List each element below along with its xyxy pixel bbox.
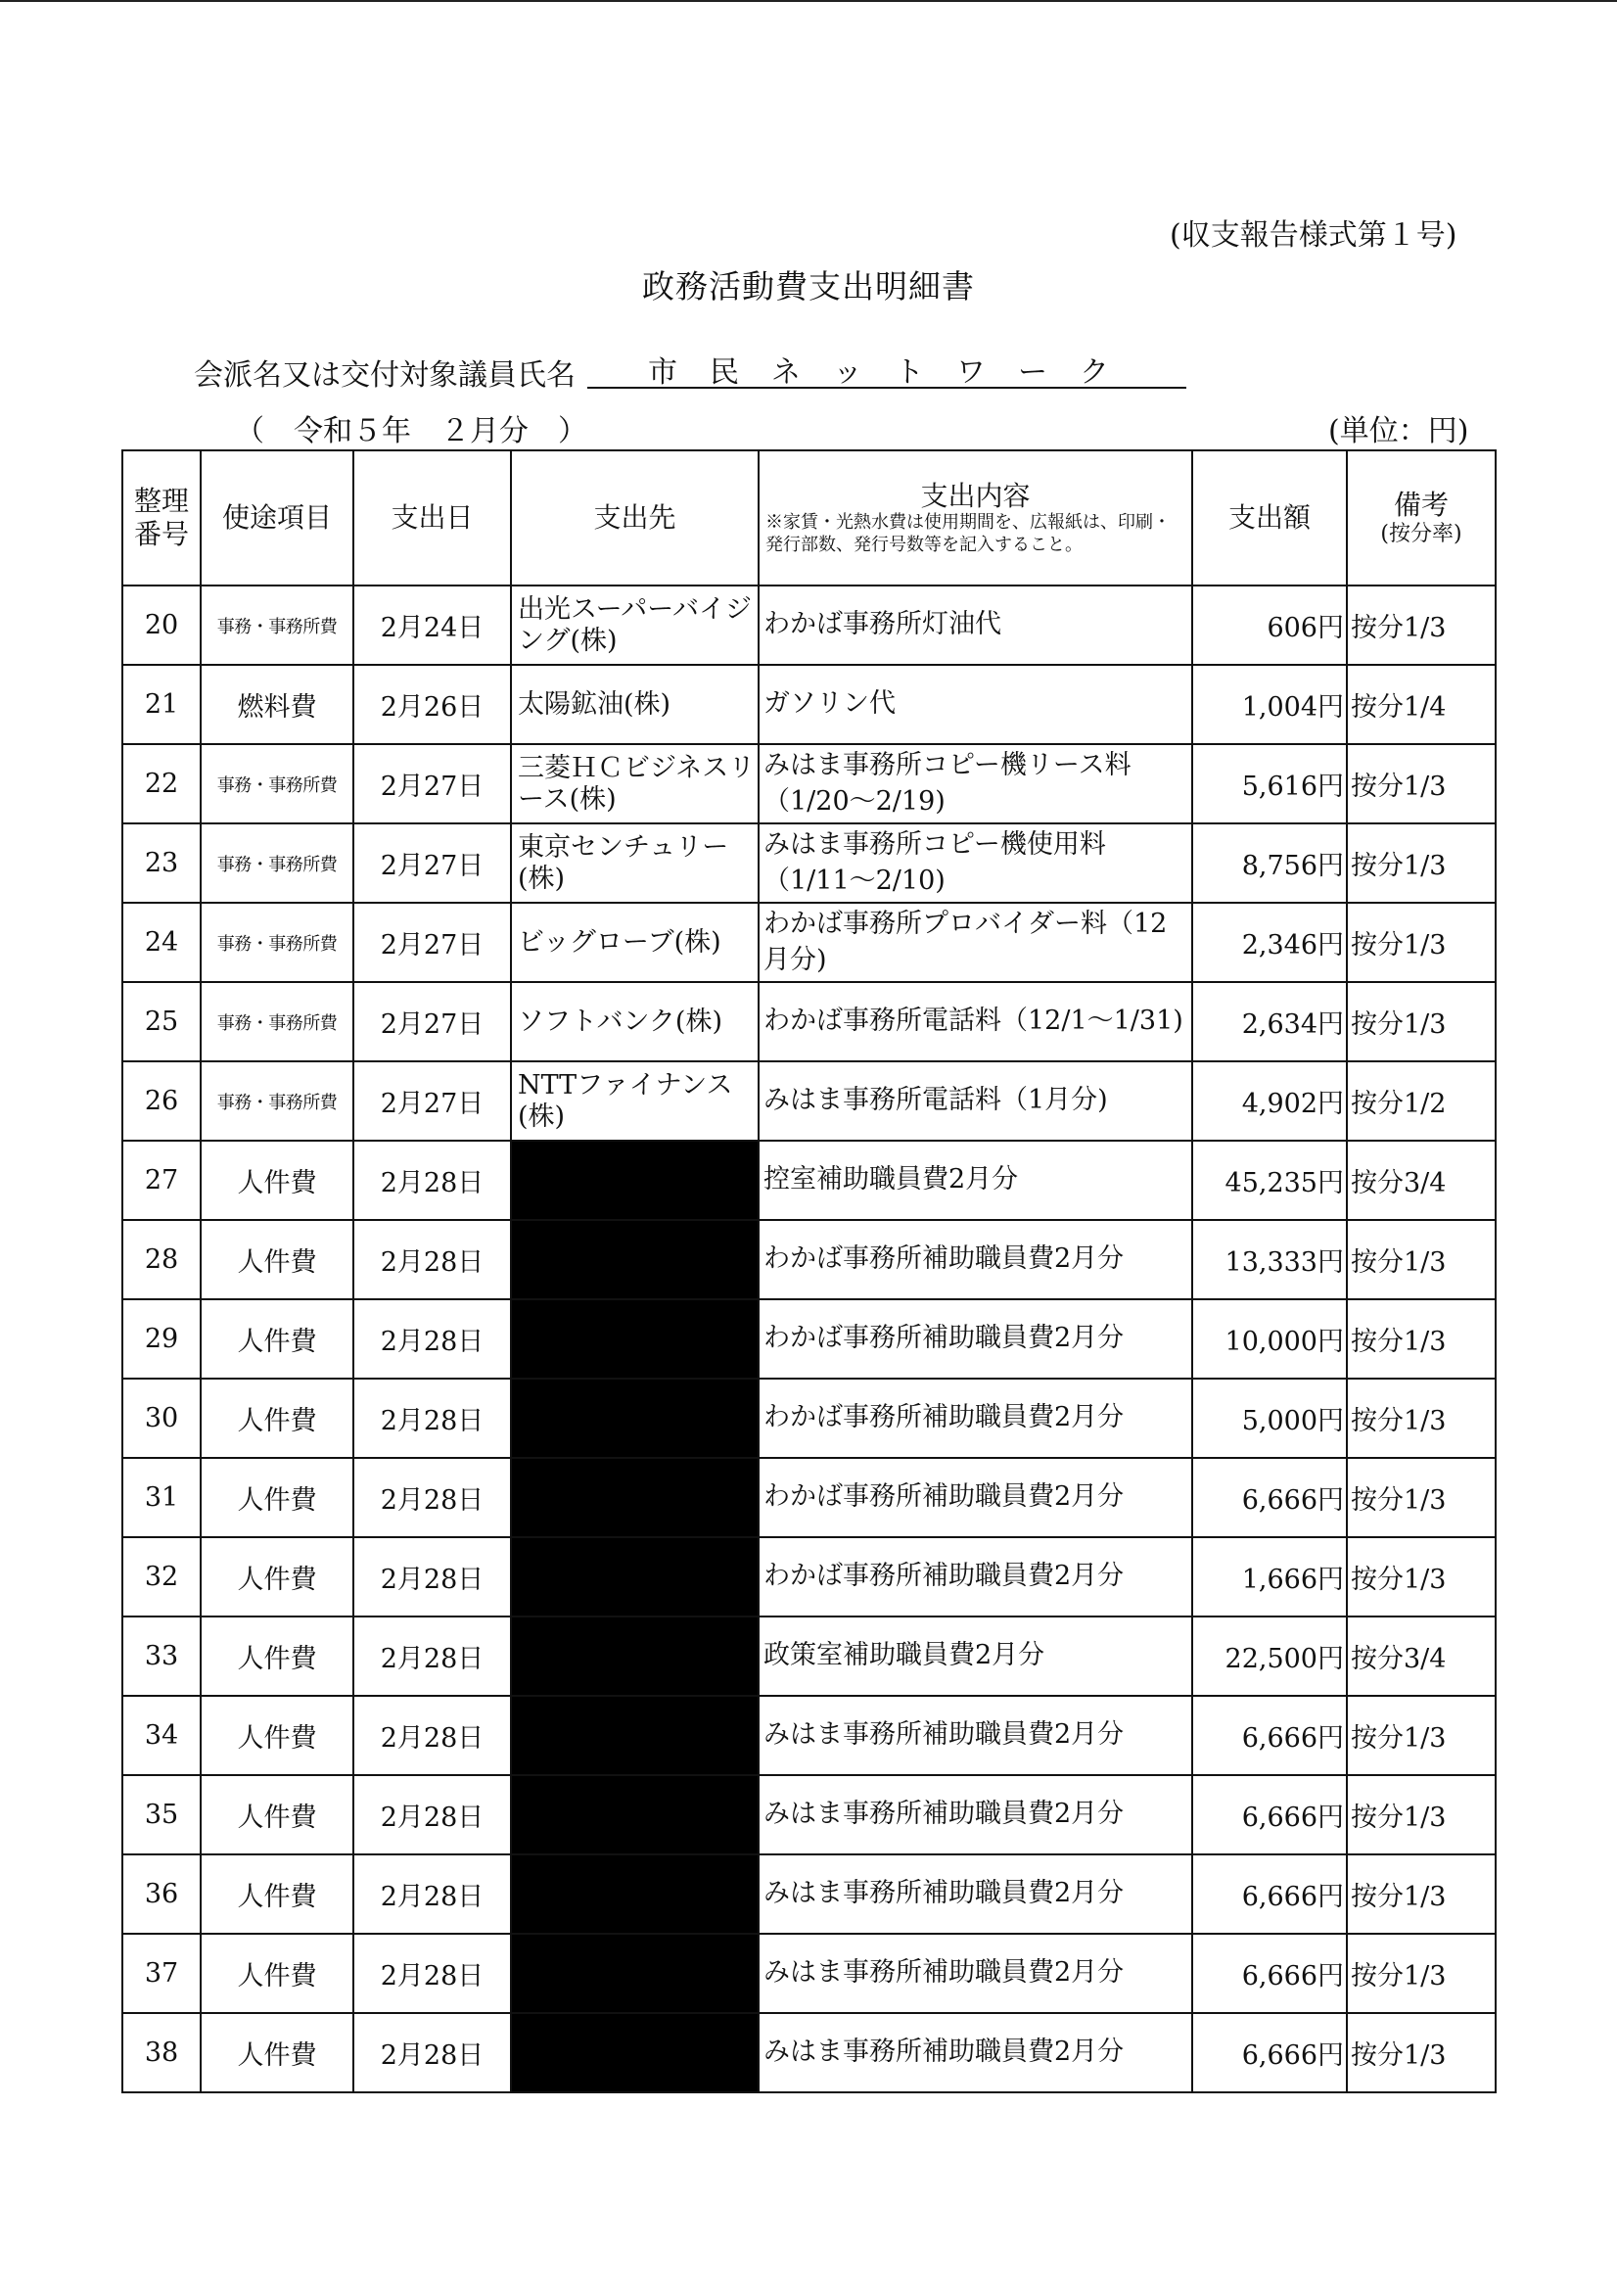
document-title: 政務活動費支出明細書 <box>642 267 975 305</box>
row-date: 2月24日 <box>353 586 511 665</box>
row-number: 23 <box>122 823 201 903</box>
row-notes: 按分3/4 <box>1347 1617 1496 1696</box>
row-number: 31 <box>122 1458 201 1537</box>
row-purpose: 人件費 <box>201 1458 353 1537</box>
header-no: 整理番号 <box>122 450 201 586</box>
row-number: 22 <box>122 744 201 823</box>
row-date: 2月27日 <box>353 823 511 903</box>
row-purpose: 事務・事務所費 <box>201 744 353 823</box>
row-date: 2月28日 <box>353 1775 511 1854</box>
row-date: 2月28日 <box>353 1379 511 1458</box>
row-date: 2月27日 <box>353 1061 511 1141</box>
header-notes-title: 備考 <box>1393 489 1449 521</box>
row-number: 30 <box>122 1379 201 1458</box>
redacted-payee-block <box>511 1696 759 1775</box>
row-amount: 5,616円 <box>1192 744 1347 823</box>
row-purpose: 人件費 <box>201 1617 353 1696</box>
header-date: 支出日 <box>353 450 511 586</box>
row-amount: 1,004円 <box>1192 665 1347 744</box>
row-notes: 按分1/3 <box>1347 586 1496 665</box>
row-content: ガソリン代 <box>759 665 1192 744</box>
table-row <box>122 586 1496 665</box>
row-notes: 按分1/3 <box>1347 903 1496 982</box>
row-content: わかば事務所補助職員費2月分 <box>759 1299 1192 1379</box>
row-amount: 6,666円 <box>1192 2013 1347 2092</box>
row-purpose: 人件費 <box>201 1220 353 1299</box>
row-number: 33 <box>122 1617 201 1696</box>
row-date: 2月27日 <box>353 903 511 982</box>
party-name: 市民ネットワーク <box>587 348 1186 389</box>
row-number: 29 <box>122 1299 201 1379</box>
table-row <box>122 665 1496 744</box>
row-notes: 按分1/4 <box>1347 665 1496 744</box>
row-notes: 按分1/3 <box>1347 823 1496 903</box>
row-purpose: 人件費 <box>201 1141 353 1220</box>
redacted-payee-block <box>511 1220 759 1299</box>
row-amount: 6,666円 <box>1192 1934 1347 2013</box>
form-number: (収支報告様式第１号) <box>1170 218 1457 253</box>
row-number: 24 <box>122 903 201 982</box>
row-date: 2月27日 <box>353 744 511 823</box>
header-notes <box>1347 450 1496 586</box>
row-number: 37 <box>122 1934 201 2013</box>
row-amount: 1,666円 <box>1192 1537 1347 1617</box>
row-purpose: 事務・事務所費 <box>201 586 353 665</box>
currency-unit: (単位：円) <box>1328 414 1469 448</box>
row-purpose: 事務・事務所費 <box>201 982 353 1061</box>
table-row <box>122 1458 1496 1537</box>
row-date: 2月26日 <box>353 665 511 744</box>
redacted-payee-block <box>511 1854 759 1934</box>
row-notes: 按分1/3 <box>1347 1220 1496 1299</box>
table-row <box>122 1299 1496 1379</box>
row-content: みはま事務所補助職員費2月分 <box>759 1854 1192 1934</box>
row-notes: 按分1/3 <box>1347 744 1496 823</box>
row-amount: 6,666円 <box>1192 1775 1347 1854</box>
row-content: みはま事務所補助職員費2月分 <box>759 1696 1192 1775</box>
row-content: わかば事務所灯油代 <box>759 586 1192 665</box>
row-content: 控室補助職員費2月分 <box>759 1141 1192 1220</box>
header-content-note: ※家賃・光熱水費は使用期間を、広報紙は、印刷・発行部数、発行号数等を記入すること。 <box>765 512 1171 555</box>
row-amount: 606円 <box>1192 586 1347 665</box>
row-amount: 4,902円 <box>1192 1061 1347 1141</box>
row-number: 35 <box>122 1775 201 1854</box>
redacted-payee-block <box>511 2013 759 2092</box>
row-content: わかば事務所補助職員費2月分 <box>759 1537 1192 1617</box>
row-content: みはま事務所補助職員費2月分 <box>759 1775 1192 1854</box>
row-purpose: 人件費 <box>201 1537 353 1617</box>
row-purpose: 事務・事務所費 <box>201 903 353 982</box>
row-number: 21 <box>122 665 201 744</box>
header-notes-sub: (按分率) <box>1380 521 1462 546</box>
row-date: 2月28日 <box>353 1696 511 1775</box>
row-number: 25 <box>122 982 201 1061</box>
row-amount: 6,666円 <box>1192 1696 1347 1775</box>
row-number: 27 <box>122 1141 201 1220</box>
row-notes: 按分1/3 <box>1347 1854 1496 1934</box>
row-number: 36 <box>122 1854 201 1934</box>
table-row <box>122 1617 1496 1696</box>
row-notes: 按分1/3 <box>1347 1696 1496 1775</box>
row-notes: 按分1/3 <box>1347 1299 1496 1379</box>
row-notes: 按分1/2 <box>1347 1061 1496 1141</box>
row-purpose: 人件費 <box>201 1934 353 2013</box>
table-row <box>122 1854 1496 1934</box>
row-amount: 2,346円 <box>1192 903 1347 982</box>
row-purpose: 人件費 <box>201 1299 353 1379</box>
row-amount: 10,000円 <box>1192 1299 1347 1379</box>
table-row <box>122 1141 1496 1220</box>
row-number: 28 <box>122 1220 201 1299</box>
row-amount: 8,756円 <box>1192 823 1347 903</box>
row-content: みはま事務所コピー機リース料（1/20～2/19) <box>759 744 1192 823</box>
redacted-payee-block <box>511 1775 759 1854</box>
table-row <box>122 823 1496 903</box>
party-label: 会派名又は交付対象議員氏名 <box>194 358 576 393</box>
row-purpose: 人件費 <box>201 1696 353 1775</box>
expenditure-table <box>121 449 1497 2093</box>
redacted-payee-block <box>511 1458 759 1537</box>
header-amount: 支出額 <box>1192 450 1347 586</box>
table-header-row <box>122 450 1496 586</box>
header-content <box>759 450 1192 586</box>
row-purpose: 事務・事務所費 <box>201 823 353 903</box>
row-content: わかば事務所補助職員費2月分 <box>759 1379 1192 1458</box>
row-notes: 按分1/3 <box>1347 1775 1496 1854</box>
row-payee: ビッグローブ(株) <box>511 903 759 982</box>
table-row <box>122 1934 1496 2013</box>
row-date: 2月28日 <box>353 1299 511 1379</box>
row-notes: 按分1/3 <box>1347 1934 1496 2013</box>
table-row <box>122 1220 1496 1299</box>
row-date: 2月28日 <box>353 1537 511 1617</box>
header-payee: 支出先 <box>511 450 759 586</box>
row-payee: NTTファイナンス(株) <box>511 1061 759 1141</box>
header-purpose: 使途項目 <box>201 450 353 586</box>
row-amount: 22,500円 <box>1192 1617 1347 1696</box>
row-purpose: 燃料費 <box>201 665 353 744</box>
table-row <box>122 1061 1496 1141</box>
row-content: わかば事務所補助職員費2月分 <box>759 1458 1192 1537</box>
header-content-title: 支出内容 <box>920 479 1031 512</box>
row-amount: 13,333円 <box>1192 1220 1347 1299</box>
row-number: 34 <box>122 1696 201 1775</box>
row-amount: 6,666円 <box>1192 1458 1347 1537</box>
redacted-payee-block <box>511 1379 759 1458</box>
row-purpose: 人件費 <box>201 1854 353 1934</box>
row-notes: 按分1/3 <box>1347 1458 1496 1537</box>
row-content: みはま事務所補助職員費2月分 <box>759 2013 1192 2092</box>
row-date: 2月27日 <box>353 982 511 1061</box>
row-purpose: 人件費 <box>201 1775 353 1854</box>
row-date: 2月28日 <box>353 1141 511 1220</box>
top-border-line <box>0 0 1617 2</box>
table-row <box>122 744 1496 823</box>
row-purpose: 人件費 <box>201 1379 353 1458</box>
row-number: 32 <box>122 1537 201 1617</box>
redacted-payee-block <box>511 1617 759 1696</box>
redacted-payee-block <box>511 1141 759 1220</box>
row-amount: 45,235円 <box>1192 1141 1347 1220</box>
row-content: みはま事務所コピー機使用料（1/11～2/10) <box>759 823 1192 903</box>
row-content: みはま事務所補助職員費2月分 <box>759 1934 1192 2013</box>
row-payee: 三菱ＨＣビジネスリース(株) <box>511 744 759 823</box>
row-notes: 按分3/4 <box>1347 1141 1496 1220</box>
row-amount: 2,634円 <box>1192 982 1347 1061</box>
row-content: わかば事務所電話料（12/1～1/31) <box>759 982 1192 1061</box>
row-date: 2月28日 <box>353 1220 511 1299</box>
row-notes: 按分1/3 <box>1347 982 1496 1061</box>
row-date: 2月28日 <box>353 2013 511 2092</box>
table-row <box>122 2013 1496 2092</box>
row-number: 38 <box>122 2013 201 2092</box>
table-body <box>122 586 1496 2092</box>
row-content: わかば事務所プロバイダー料（12月分) <box>759 903 1192 982</box>
row-content: みはま事務所電話料（1月分) <box>759 1061 1192 1141</box>
row-number: 26 <box>122 1061 201 1141</box>
row-purpose: 人件費 <box>201 2013 353 2092</box>
row-number: 20 <box>122 586 201 665</box>
redacted-payee-block <box>511 1537 759 1617</box>
row-notes: 按分1/3 <box>1347 1537 1496 1617</box>
row-amount: 6,666円 <box>1192 1854 1347 1934</box>
row-amount: 5,000円 <box>1192 1379 1347 1458</box>
row-notes: 按分1/3 <box>1347 1379 1496 1458</box>
row-content: 政策室補助職員費2月分 <box>759 1617 1192 1696</box>
row-date: 2月28日 <box>353 1617 511 1696</box>
row-payee: ソフトバンク(株) <box>511 982 759 1061</box>
table-row <box>122 1379 1496 1458</box>
redacted-payee-block <box>511 1934 759 2013</box>
row-payee: 出光スーパーバイジング(株) <box>511 586 759 665</box>
table-row <box>122 1696 1496 1775</box>
row-purpose: 事務・事務所費 <box>201 1061 353 1141</box>
row-date: 2月28日 <box>353 1934 511 2013</box>
table-row <box>122 982 1496 1061</box>
redacted-payee-block <box>511 1299 759 1379</box>
table-row <box>122 903 1496 982</box>
row-payee: 太陽鉱油(株) <box>511 665 759 744</box>
reporting-period: （ 令和５年 ２月分 ） <box>235 414 587 448</box>
table-row <box>122 1537 1496 1617</box>
table-row <box>122 1775 1496 1854</box>
row-date: 2月28日 <box>353 1458 511 1537</box>
row-date: 2月28日 <box>353 1854 511 1934</box>
row-content: わかば事務所補助職員費2月分 <box>759 1220 1192 1299</box>
row-payee: 東京センチュリー(株) <box>511 823 759 903</box>
row-notes: 按分1/3 <box>1347 2013 1496 2092</box>
